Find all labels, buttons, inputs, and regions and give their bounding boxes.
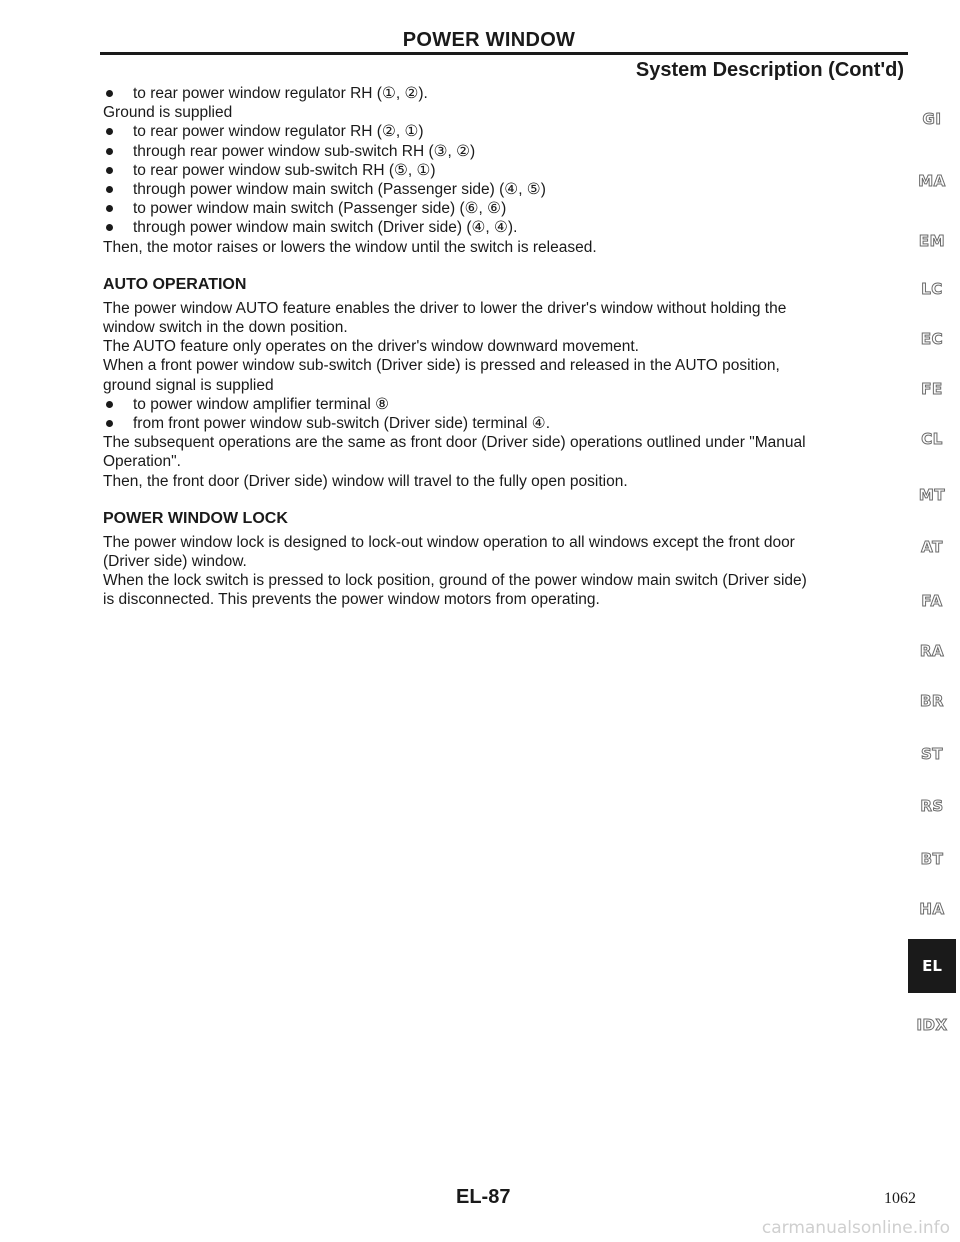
page-header xyxy=(100,28,908,83)
section-tab-br: BR xyxy=(920,692,944,710)
bullet-item: through power window main switch (Passenger side) (④, ⑤) xyxy=(103,180,908,199)
text-line: The AUTO feature only operates on the driver's window downward movement. xyxy=(103,338,639,356)
section-tab-lc: LC xyxy=(921,280,943,298)
text-line: When the lock switch is pressed to lock position, ground of the power window main switch (Driver side) xyxy=(103,572,807,590)
section-tab-em: EM xyxy=(918,232,946,250)
section-tab-ra: RA xyxy=(919,642,945,660)
text-line: (Driver side) window. xyxy=(103,553,247,571)
auto-operation-section xyxy=(103,275,908,491)
document-body xyxy=(103,84,908,610)
page-title: POWER WINDOW xyxy=(402,29,576,51)
section-tab-fe: FE xyxy=(921,380,943,398)
auto-operation-heading: AUTO OPERATION xyxy=(103,275,247,293)
section-tab-rs: RS xyxy=(920,797,944,815)
section-tab-ec: EC xyxy=(920,330,944,348)
section-tab-gi: GI xyxy=(922,110,942,128)
bullet-item: to rear power window regulator RH (②, ①) xyxy=(103,122,908,141)
section-tab-cl: CL xyxy=(921,430,943,448)
section-tab-idx: IDX xyxy=(916,1016,948,1034)
section-tab-mt: MT xyxy=(918,486,946,504)
text-line: Then, the motor raises or lowers the window until the switch is released. xyxy=(103,238,597,256)
intro-section xyxy=(103,84,908,257)
section-tab-ha: HA xyxy=(919,900,945,918)
text-line: When a front power window sub-switch (Driver side) is pressed and released in the AUTO position, xyxy=(103,357,780,375)
section-tab-ma: MA xyxy=(918,172,946,190)
power-window-lock-text xyxy=(103,533,908,610)
text-line: The subsequent operations are the same as front door (Driver side) operations outlined under "Manual xyxy=(103,434,806,452)
bullet-item: to power window main switch (Passenger side) (⑥, ⑥) xyxy=(103,199,908,218)
page-number: 1062 xyxy=(884,1190,916,1207)
text-line: The power window lock is designed to lock-out window operation to all windows except the front door xyxy=(103,533,795,551)
text-line: window switch in the down position. xyxy=(103,319,348,337)
bullet-item: to power window amplifier terminal ⑧ xyxy=(103,395,908,414)
text-line: The power window AUTO feature enables the driver to lower the driver's window without holding the xyxy=(103,299,787,317)
bullet-item: to rear power window sub-switch RH (⑤, ①) xyxy=(103,161,908,180)
section-tab-bt: BT xyxy=(920,850,944,868)
text-line: Operation". xyxy=(103,453,181,471)
page-code: EL-87 xyxy=(456,1186,511,1208)
section-tab-el: EL xyxy=(908,939,956,993)
section-tab-fa: FA xyxy=(921,592,943,610)
bullet-item: from front power window sub-switch (Driver side) terminal ④. xyxy=(103,414,908,433)
section-tab-st: ST xyxy=(920,745,944,763)
text-line: ground signal is supplied xyxy=(103,376,274,394)
header-rule xyxy=(100,52,908,55)
bullet-item: through rear power window sub-switch RH (③, ②) xyxy=(103,142,908,161)
page-subtitle: System Description (Cont'd) xyxy=(635,59,904,81)
power-window-lock-section xyxy=(103,509,908,610)
bullet-item: through power window main switch (Driver side) (④, ④). xyxy=(103,218,908,237)
text-line: Ground is supplied xyxy=(103,104,233,122)
power-window-lock-heading: POWER WINDOW LOCK xyxy=(103,509,288,527)
bullet-item: to rear power window regulator RH (①, ②). xyxy=(103,84,908,103)
text-line: Then, the front door (Driver side) window will travel to the fully open position. xyxy=(103,472,628,490)
watermark: carmanualsonline.info xyxy=(761,1218,950,1238)
section-tab-at: AT xyxy=(921,538,943,556)
text-line: is disconnected. This prevents the power window motors from operating. xyxy=(103,591,600,609)
auto-operation-text xyxy=(103,299,908,491)
